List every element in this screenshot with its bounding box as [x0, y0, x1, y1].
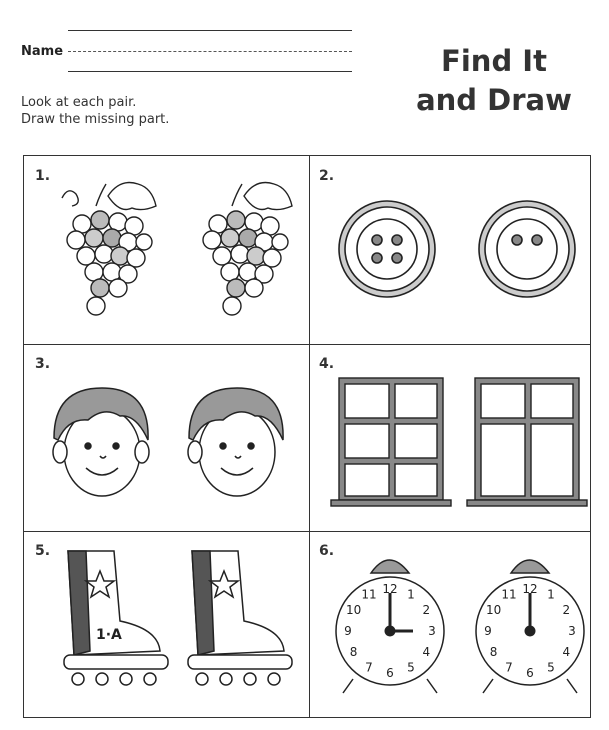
clock-numeral: 10 — [485, 603, 502, 617]
clock-numeral: 12 — [522, 582, 538, 596]
pair-number: 2. — [319, 168, 335, 184]
clock-numeral: 9 — [344, 624, 352, 638]
clock-icon — [309, 531, 592, 719]
title-line-1: Find It — [441, 44, 547, 78]
clock-numeral: 6 — [386, 666, 394, 680]
name-label: Name — [21, 44, 64, 59]
clock-numeral: 3 — [428, 624, 436, 638]
clock-numeral: 2 — [562, 603, 571, 617]
pair-number: 6. — [319, 543, 335, 559]
title-line-2: and Draw — [416, 83, 572, 117]
clock-numeral: 4 — [422, 645, 431, 659]
instructions — [21, 94, 169, 128]
instruction-line-1: Look at each pair. — [21, 95, 137, 110]
clock-numeral: 1 — [407, 587, 415, 602]
instruction-line-2: Draw the missing part. — [21, 112, 170, 127]
pair-number: 4. — [319, 356, 335, 372]
grapes-icon — [24, 156, 309, 344]
clock-numeral: 3 — [568, 624, 576, 638]
face-icon — [24, 344, 309, 531]
clock-numeral: 6 — [526, 666, 534, 680]
clock-numeral: 8 — [349, 645, 358, 659]
button-icon — [309, 156, 592, 344]
clock-numeral: 5 — [547, 660, 555, 675]
pair-number: 3. — [35, 356, 51, 372]
clock-numeral: 10 — [345, 603, 362, 617]
clock-numeral: 8 — [489, 645, 498, 659]
clock-numeral: 2 — [422, 603, 431, 617]
clock-numeral: 9 — [484, 624, 492, 638]
clock-numeral: 11 — [361, 587, 377, 602]
skate-icon — [24, 531, 309, 719]
puzzle-grid — [23, 155, 591, 718]
pair-cell-1 — [24, 156, 309, 344]
pair-cell-3 — [24, 344, 309, 531]
clock-numeral: 7 — [365, 660, 373, 675]
clock-numeral: 5 — [407, 660, 415, 675]
pair-cell-6 — [309, 531, 592, 719]
pair-number: 1. — [35, 168, 51, 184]
pair-cell-5 — [24, 531, 309, 719]
clock-numeral: 4 — [562, 645, 571, 659]
page-title — [404, 42, 584, 120]
clock-numeral: 1 — [547, 587, 555, 602]
clock-numeral: 7 — [505, 660, 513, 675]
clock-numeral: 11 — [501, 587, 517, 602]
pair-cell-4 — [309, 344, 592, 531]
clock-numeral: 12 — [382, 582, 398, 596]
skate-label: 1·A — [96, 627, 122, 643]
pair-cell-2 — [309, 156, 592, 344]
window-icon — [309, 344, 592, 531]
name-writing-lines[interactable] — [68, 30, 352, 72]
pair-number: 5. — [35, 543, 51, 559]
